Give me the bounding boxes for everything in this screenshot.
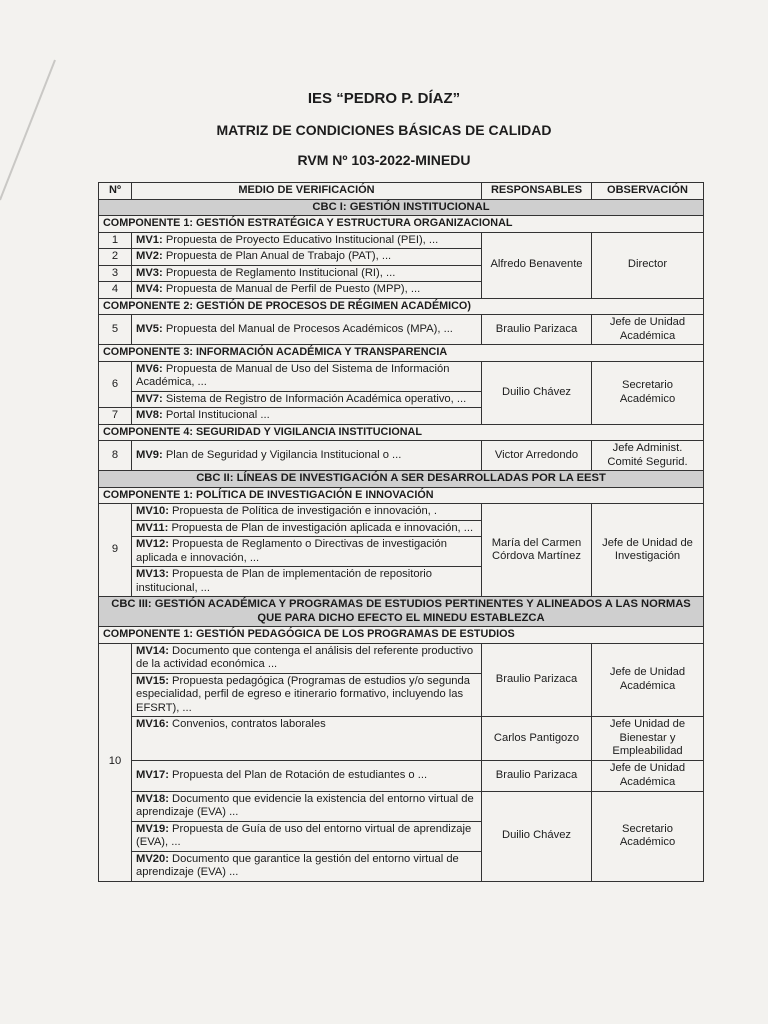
- verification-item: [132, 249, 482, 266]
- responsible-cell: Alfredo Benavente: [482, 232, 592, 298]
- verification-item: [132, 537, 482, 567]
- mv-code: MV8:: [136, 409, 163, 421]
- mv-text: Propuesta de Reglamento o Directivas de investigación aplicada e innovación, ...: [136, 538, 447, 564]
- row-number: 8: [99, 441, 132, 471]
- cbc-row: [99, 597, 704, 627]
- mv-text: Convenios, contratos laborales: [168, 718, 326, 730]
- mv-text: Documento que garantice la gestión del entorno virtual de aprendizaje (EVA) ...: [136, 852, 459, 878]
- mv-text: Documento que evidencie la existencia del entorno virtual de aprendizaje (EVA) ...: [136, 792, 474, 818]
- verification-item: [132, 673, 482, 717]
- responsible-cell: Victor Arredondo: [482, 441, 592, 471]
- component-title: COMPONENTE 1: GESTIÓN ESTRATÉGICA Y ESTRUCTURA ORGANIZACIONAL: [99, 216, 704, 233]
- verification-item: [132, 821, 482, 851]
- mv-text: Portal Institucional ...: [162, 409, 270, 421]
- mv-text: Propuesta de Plan Anual de Trabajo (PAT), ...: [162, 250, 392, 262]
- table-row: [99, 504, 704, 521]
- verification-item: [132, 791, 482, 821]
- column-header-medio: MEDIO DE VERIFICACIÓN: [132, 183, 482, 200]
- mv-code: MV7:: [136, 392, 163, 405]
- responsible-cell: Carlos Pantigozo: [482, 717, 592, 761]
- mv-code: MV6:: [136, 362, 163, 375]
- row-number: 7: [99, 408, 132, 425]
- institution-name: IES “PEDRO P. DÍAZ”: [307, 90, 461, 107]
- table-header-row: [99, 183, 704, 200]
- responsible-cell: Braulio Parizaca: [482, 315, 592, 345]
- component-title: COMPONENTE 2: GESTIÓN DE PROCESOS DE RÉGIMEN ACADÉMICO): [99, 298, 704, 315]
- verification-item: [132, 567, 482, 597]
- table-row: [99, 232, 704, 249]
- quality-matrix-table: [98, 182, 704, 882]
- component-title: COMPONENTE 3: INFORMACIÓN ACADÉMICA Y TRANSPARENCIA: [99, 345, 704, 362]
- component-title: COMPONENTE 1: POLÍTICA DE INVESTIGACIÓN E INNOVACIÓN: [99, 487, 704, 504]
- mv-code: MV9:: [136, 448, 163, 461]
- mv-text: Propuesta pedagógica (Programas de estudios y/o segunda especialidad, perfil de egreso e itinerario formativo, incluyendo las EFSRT), ...: [136, 674, 470, 714]
- mv-text: Propuesta del Plan de Rotación de estudiantes o ...: [168, 768, 428, 781]
- observation-cell: Jefe Administ. Comité Segurid.: [592, 441, 704, 471]
- verification-item: [132, 760, 482, 791]
- mv-code: MV3:: [136, 266, 163, 279]
- cbc-row: [99, 199, 704, 216]
- observation-cell: Jefe Unidad de Bienestar y Empleabilidad: [592, 717, 704, 761]
- observation-cell: Jefe de Unidad Académica: [592, 643, 704, 717]
- mv-text: Propuesta de Proyecto Educativo Institucional (PEI), ...: [162, 233, 439, 246]
- row-number: 10: [99, 643, 132, 881]
- mv-text: Documento que contenga el análisis del referente productivo de la actividad económica ...: [136, 644, 474, 670]
- observation-cell: Jefe de Unidad Académica: [592, 315, 704, 345]
- mv-text: Propuesta de Manual de Uso del Sistema de Información Académica, ...: [136, 362, 450, 388]
- mv-code: MV11:: [136, 521, 169, 534]
- component-row: [99, 345, 704, 362]
- mv-text: Sistema de Registro de Información Académica operativo, ...: [162, 392, 467, 405]
- component-row: [99, 424, 704, 441]
- responsible-cell: Braulio Parizaca: [482, 760, 592, 791]
- row-number: 1: [99, 232, 132, 249]
- responsible-cell: Duilio Chávez: [482, 791, 592, 881]
- mv-code: MV17:: [136, 768, 169, 781]
- verification-item: [132, 441, 482, 471]
- component-title: COMPONENTE 4: SEGURIDAD Y VIGILANCIA INSTITUCIONAL: [99, 424, 704, 441]
- cbc-title: CBC III: GESTIÓN ACADÉMICA Y PROGRAMAS DE ESTUDIOS PERTINENTES Y ALINEADOS A LAS NORMAS QUE PARA DICHO EFECTO EL MINEDU ESTABLEZCA: [99, 597, 704, 627]
- page-fold-shadow: [0, 0, 60, 220]
- component-row: [99, 487, 704, 504]
- table-row: [99, 441, 704, 471]
- mv-code: MV2:: [136, 250, 163, 262]
- cbc-title: CBC II: LÍNEAS DE INVESTIGACIÓN A SER DESARROLLADAS POR LA EEST: [99, 471, 704, 488]
- verification-item: [132, 520, 482, 537]
- row-number: 2: [99, 249, 132, 266]
- verification-item: [132, 232, 482, 249]
- verification-item: [132, 504, 482, 521]
- mv-code: MV19:: [136, 822, 169, 835]
- mv-code: MV12:: [136, 538, 169, 550]
- observation-cell: Secretario Académico: [592, 361, 704, 424]
- verification-item: [132, 643, 482, 673]
- mv-code: MV20:: [136, 852, 169, 865]
- mv-code: MV5:: [136, 322, 163, 335]
- cbc-title: CBC I: GESTIÓN INSTITUCIONAL: [99, 199, 704, 216]
- observation-cell: Director: [592, 232, 704, 298]
- cbc-row: [99, 471, 704, 488]
- table-row: [99, 760, 704, 791]
- observation-cell: Jefe de Unidad Académica: [592, 760, 704, 791]
- column-header-responsables: RESPONSABLES: [482, 183, 592, 200]
- mv-code: MV15:: [136, 674, 169, 687]
- verification-item: [132, 717, 482, 761]
- mv-text: Propuesta de Reglamento Institucional (RI), ...: [162, 266, 396, 279]
- verification-item: [132, 282, 482, 299]
- column-header-number: Nº: [99, 183, 132, 200]
- mv-text: Propuesta de Plan de implementación de repositorio institucional, ...: [136, 568, 433, 594]
- row-number: 4: [99, 282, 132, 299]
- row-number: 9: [99, 504, 132, 597]
- component-row: [99, 298, 704, 315]
- responsible-cell: Braulio Parizaca: [482, 643, 592, 717]
- row-number: 3: [99, 265, 132, 282]
- row-number: 5: [99, 315, 132, 345]
- verification-item: [132, 391, 482, 408]
- verification-item: [132, 408, 482, 425]
- document-title: MATRIZ DE CONDICIONES BÁSICAS DE CALIDAD: [216, 122, 552, 138]
- mv-text: Plan de Seguridad y Vigilancia Institucional o ...: [162, 448, 402, 461]
- responsible-cell: María del Carmen Córdova Martínez: [482, 504, 592, 597]
- verification-item: [132, 361, 482, 391]
- mv-code: MV14:: [136, 644, 169, 657]
- table-row: [99, 361, 704, 391]
- table-row: [99, 791, 704, 821]
- mv-text: Propuesta del Manual de Procesos Académicos (MPA), ...: [162, 322, 453, 335]
- mv-text: Propuesta de Guía de uso del entorno virtual de aprendizaje (EVA), ...: [136, 822, 472, 848]
- table-row: [99, 717, 704, 761]
- column-header-observacion: OBSERVACIÓN: [592, 183, 704, 200]
- row-number: 6: [99, 361, 132, 408]
- verification-item: [132, 851, 482, 881]
- observation-cell: Secretario Académico: [592, 791, 704, 881]
- table-row: [99, 643, 704, 673]
- mv-code: MV16:: [136, 718, 169, 730]
- component-row: [99, 627, 704, 644]
- mv-code: MV4:: [136, 283, 163, 295]
- mv-code: MV10:: [136, 505, 169, 517]
- component-title: COMPONENTE 1: GESTIÓN PEDAGÓGICA DE LOS PROGRAMAS DE ESTUDIOS: [99, 627, 704, 644]
- component-row: [99, 216, 704, 233]
- mv-text: Propuesta de Política de investigación e innovación, .: [168, 505, 437, 517]
- mv-code: MV18:: [136, 792, 169, 805]
- responsible-cell: Duilio Chávez: [482, 361, 592, 424]
- verification-item: [132, 315, 482, 345]
- mv-text: Propuesta de Plan de investigación aplicada e innovación, ...: [168, 521, 474, 534]
- observation-cell: Jefe de Unidad de Investigación: [592, 504, 704, 597]
- mv-code: MV13:: [136, 568, 169, 580]
- verification-item: [132, 265, 482, 282]
- mv-text: Propuesta de Manual de Perfil de Puesto (MPP), ...: [162, 283, 421, 295]
- mv-code: MV1:: [136, 233, 163, 246]
- resolution-number: RVM Nº 103-2022-MINEDU: [297, 152, 471, 168]
- table-row: [99, 315, 704, 345]
